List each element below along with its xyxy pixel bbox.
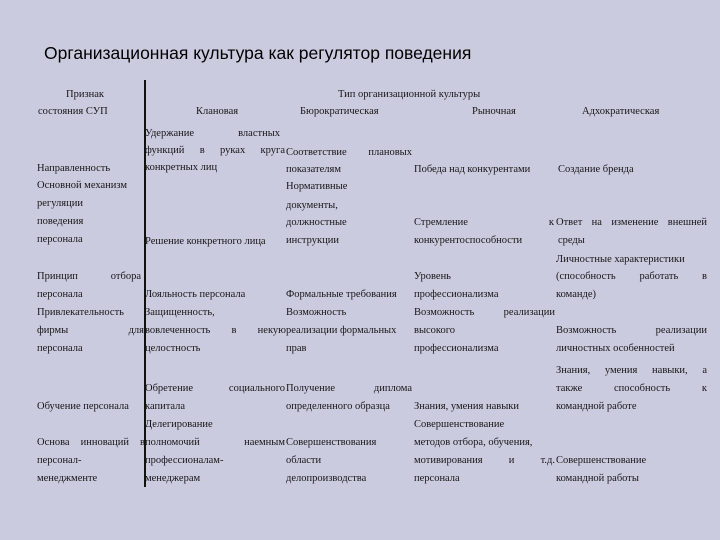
type-header-adhocratic: Адхократическая [582, 106, 660, 117]
cell-market: Стремление к [414, 217, 554, 228]
cell-market: Совершенствование [414, 419, 505, 430]
cell-market: Победа над конкурентами [414, 164, 531, 175]
cell-clan: конкретных лиц [145, 162, 218, 173]
row-label: персонала [37, 343, 83, 354]
row-label: Направленность [37, 163, 111, 174]
row-label: Принцип отбора [37, 271, 141, 282]
cell-market: мотивирования и т.д. [414, 455, 555, 466]
row-label: поведения [37, 216, 84, 227]
cell-adhocratic: Знания, умения навыки, а [556, 365, 707, 376]
cell-market: высокого [414, 325, 456, 336]
slide-title: Организационная культура как регулятор поведения [44, 43, 472, 63]
cell-adhocratic: Совершенствование [556, 455, 647, 466]
cell-bureaucratic: области [286, 455, 322, 466]
cell-bureaucratic: Соответствие плановых [286, 147, 412, 158]
cell-clan: целостность [145, 343, 201, 354]
cell-bureaucratic: показателям [286, 164, 341, 175]
cell-bureaucratic: инструкции [286, 235, 339, 246]
cell-clan: Решение конкретного лица [145, 236, 266, 247]
cell-adhocratic: Ответ на изменение внешней [556, 217, 707, 228]
cell-bureaucratic: документы, [286, 200, 338, 211]
cell-market: конкурентоспособности [414, 235, 523, 246]
cell-adhocratic: командной работе [556, 401, 637, 412]
cell-adhocratic: личностных особенностей [556, 343, 675, 354]
cell-adhocratic: Личностные характеристики [556, 254, 685, 265]
cell-market: Уровень [414, 271, 451, 282]
cell-clan: профессионалам- [145, 455, 224, 466]
cell-clan: функций в руках круга [145, 145, 285, 156]
row-label: регуляции [37, 198, 83, 209]
cell-bureaucratic: определенного образца [286, 401, 390, 412]
cell-clan: вовлеченность в некую [145, 325, 286, 336]
cell-market: методов отбора, обучения, [414, 437, 533, 448]
cell-bureaucratic: делопроизводства [286, 473, 367, 484]
row-label: фирмы для [37, 325, 144, 336]
type-header-clan: Клановая [196, 106, 239, 117]
row-label: менеджменте [37, 473, 98, 484]
cell-clan: Лояльность персонала [145, 289, 246, 300]
cell-clan: менеджерам [145, 473, 201, 484]
cell-market: персонала [414, 473, 460, 484]
row-label: Обучение персонала [37, 401, 129, 412]
cell-adhocratic: Создание бренда [558, 164, 634, 175]
type-header-bureaucratic: Бюрократическая [300, 106, 379, 117]
cell-market: Возможность реализации [414, 307, 555, 318]
row-label: персонала [37, 234, 83, 245]
cell-bureaucratic: Формальные требования [286, 289, 397, 300]
cell-clan: полномочий наемным [145, 437, 285, 448]
cell-bureaucratic: Возможность [286, 307, 347, 318]
row-header-label: состояния СУП [38, 106, 108, 117]
cell-clan: Делегирование [145, 419, 213, 430]
cell-bureaucratic: Получение диплома [286, 383, 412, 394]
cell-market: Знания, умения навыки [414, 401, 519, 412]
cell-bureaucratic: реализации формальных [286, 325, 397, 336]
cell-market: профессионализма [414, 289, 499, 300]
cell-adhocratic: среды [558, 235, 585, 246]
row-label: персонал- [37, 455, 82, 466]
cell-adhocratic: также способность к [556, 383, 707, 394]
cell-clan: Обретение социального [145, 383, 285, 394]
type-header-market: Рыночная [472, 106, 516, 117]
cell-adhocratic: командной работы [556, 473, 639, 484]
row-label: Основа инноваций в [37, 437, 145, 448]
group-header: Тип организационной культуры [338, 89, 481, 100]
cell-clan: Удержание властных [145, 128, 280, 139]
row-label: Основной механизм [37, 180, 128, 191]
cell-bureaucratic: прав [286, 343, 307, 354]
cell-market: профессионализма [414, 343, 499, 354]
cell-adhocratic: (способность работать в [556, 271, 707, 282]
cell-clan: Защищенность, [145, 307, 215, 318]
cell-clan: капитала [145, 401, 186, 412]
row-label: Привлекательность [37, 307, 124, 318]
row-label: персонала [37, 289, 83, 300]
cell-bureaucratic: должностные [286, 217, 347, 228]
cell-bureaucratic: Нормативные [286, 181, 348, 192]
row-header-label: Признак [66, 89, 104, 100]
cell-adhocratic: Возможность реализации [556, 325, 707, 336]
cell-adhocratic: команде) [556, 289, 596, 300]
cell-bureaucratic: Совершенствования [286, 437, 377, 448]
